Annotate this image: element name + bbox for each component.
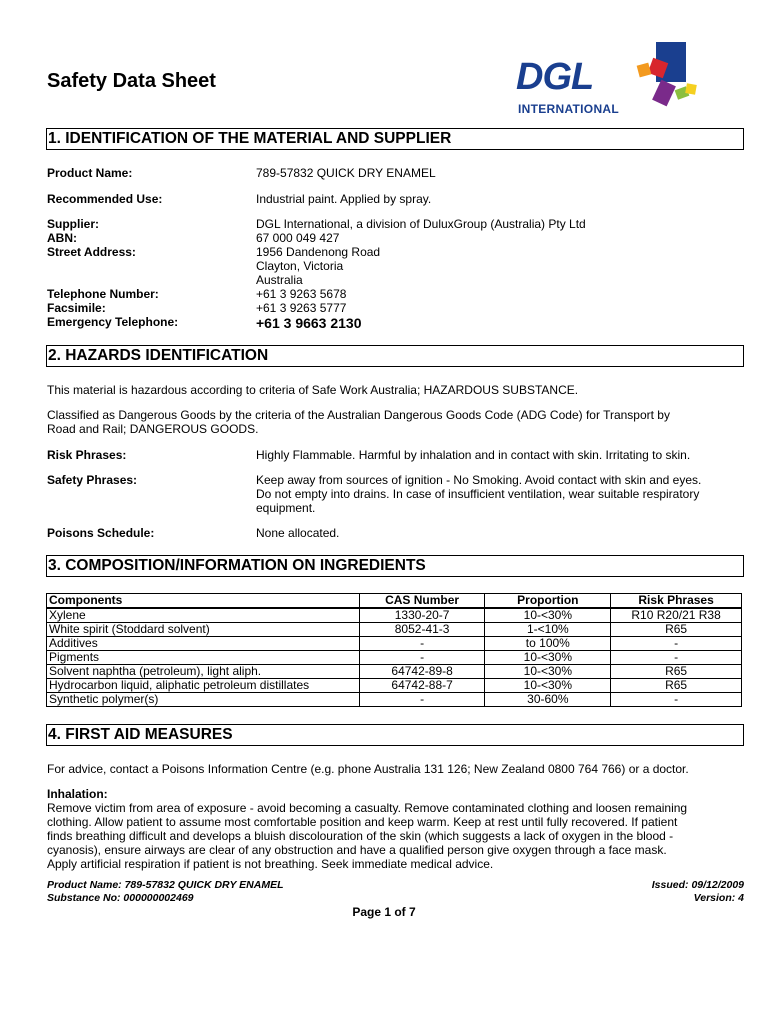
safety-phrases-line-2: Do not empty into drains. In case of insufficient ventilation, wear suitable respiratory — [256, 487, 700, 501]
proportion: 10-<30% — [485, 665, 611, 679]
footer-substance-number: Substance No: 000000002469 — [47, 892, 194, 904]
proportion: 30-60% — [485, 693, 611, 707]
column-header-risk-phrases: Risk Phrases — [611, 594, 742, 609]
column-header-proportion: Proportion — [485, 594, 611, 609]
poisons-schedule-value: None allocated. — [256, 526, 340, 540]
street-address-line-1: 1956 Dandenong Road — [256, 245, 381, 259]
risk-phrases: - — [611, 651, 742, 665]
telephone-value: +61 3 9263 5678 — [256, 287, 347, 301]
product-name-value: 789-57832 QUICK DRY ENAMEL — [256, 166, 436, 180]
column-header-components: Components — [47, 594, 360, 609]
risk-phrases: - — [611, 637, 742, 651]
safety-phrases-line-1: Keep away from sources of ignition - No Smoking. Avoid contact with skin and eyes. — [256, 473, 702, 487]
safety-phrases-line-3: equipment. — [256, 501, 316, 515]
component-name: Synthetic polymer(s) — [47, 693, 360, 707]
cas-number: 8052-41-3 — [359, 623, 485, 637]
table-row — [47, 693, 742, 707]
recommended-use-label: Recommended Use: — [47, 192, 163, 206]
street-address-label: Street Address: — [47, 245, 136, 259]
cas-number: - — [359, 693, 485, 707]
logo-mark-icon — [616, 42, 706, 112]
risk-phrases: R65 — [611, 665, 742, 679]
cas-number: 1330-20-7 — [359, 608, 485, 623]
proportion: 10-<30% — [485, 651, 611, 665]
section-4-heading: 4. FIRST AID MEASURES — [46, 724, 744, 746]
table-row — [47, 637, 742, 651]
emergency-telephone-label: Emergency Telephone: — [47, 315, 179, 329]
inhalation-line-2: clothing. Allow patient to assume most comfortable position and keep warm. Keep at rest until fully recovered. If patient — [47, 815, 678, 829]
cas-number: - — [359, 637, 485, 651]
logo-subtitle: INTERNATIONAL — [518, 102, 620, 116]
safety-phrases-label: Safety Phrases: — [47, 473, 138, 487]
table-row — [47, 679, 742, 693]
hazard-statement: This material is hazardous according to criteria of Safe Work Australia; HAZARDOUS SUBSTANCE. — [47, 383, 579, 397]
inhalation-label: Inhalation: — [47, 787, 108, 801]
column-header-cas-number: CAS Number — [359, 594, 485, 609]
risk-phrases: - — [611, 693, 742, 707]
proportion: 10-<30% — [485, 679, 611, 693]
risk-phrases-label: Risk Phrases: — [47, 448, 127, 462]
dangerous-goods-line-1: Classified as Dangerous Goods by the criteria of the Australian Dangerous Goods Code (ADG Code) for Transport by — [47, 408, 670, 422]
ingredients-table — [46, 593, 742, 707]
street-address-line-3: Australia — [256, 273, 303, 287]
supplier-label: Supplier: — [47, 217, 100, 231]
cas-number: 64742-89-8 — [359, 665, 485, 679]
risk-phrases-value: Highly Flammable. Harmful by inhalation and in contact with skin. Irritating to skin. — [256, 448, 691, 462]
inhalation-line-5: Apply artificial respiration if patient is not breathing. Seek immediate medical advice. — [47, 857, 494, 871]
component-name: White spirit (Stoddard solvent) — [47, 623, 360, 637]
product-name-label: Product Name: — [47, 166, 133, 180]
supplier-value: DGL International, a division of DuluxGroup (Australia) Pty Ltd — [256, 217, 586, 231]
cas-number: 64742-88-7 — [359, 679, 485, 693]
footer-issued-date: Issued: 09/12/2009 — [651, 879, 744, 891]
poisons-schedule-label: Poisons Schedule: — [47, 526, 155, 540]
inhalation-line-1: Remove victim from area of exposure - avoid becoming a casualty. Remove contaminated clothing and loosen remaining — [47, 801, 688, 815]
page-number: Page 1 of 7 — [352, 905, 416, 919]
footer-version: Version: 4 — [693, 892, 744, 904]
facsimile-value: +61 3 9263 5777 — [256, 301, 347, 315]
street-address-line-2: Clayton, Victoria — [256, 259, 344, 273]
poisons-advice: For advice, contact a Poisons Information Centre (e.g. phone Australia 131 126; New Zealand 0800 764 766) or a doctor. — [47, 762, 689, 776]
telephone-label: Telephone Number: — [47, 287, 159, 301]
inhalation-line-4: cyanosis), ensure airways are clear of any obstruction and have a qualified person give oxygen through a face mask. — [47, 843, 667, 857]
emergency-telephone-value: +61 3 9663 2130 — [256, 315, 362, 331]
document-title: Safety Data Sheet — [47, 70, 216, 92]
table-row — [47, 608, 742, 623]
section-3-heading: 3. COMPOSITION/INFORMATION ON INGREDIENTS — [46, 555, 744, 577]
logo-wordmark: DGL — [516, 56, 594, 98]
risk-phrases: R65 — [611, 679, 742, 693]
facsimile-label: Facsimile: — [47, 301, 106, 315]
section-2-heading: 2. HAZARDS IDENTIFICATION — [46, 345, 744, 367]
risk-phrases: R65 — [611, 623, 742, 637]
table-header-row — [47, 594, 742, 609]
component-name: Solvent naphtha (petroleum), light aliph. — [47, 665, 360, 679]
component-name: Additives — [47, 637, 360, 651]
table-row — [47, 651, 742, 665]
component-name: Pigments — [47, 651, 360, 665]
dangerous-goods-line-2: Road and Rail; DANGEROUS GOODS. — [47, 422, 259, 436]
table-row — [47, 623, 742, 637]
table-row — [47, 665, 742, 679]
section-1-heading: 1. IDENTIFICATION OF THE MATERIAL AND SUPPLIER — [46, 128, 744, 150]
cas-number: - — [359, 651, 485, 665]
abn-label: ABN: — [47, 231, 77, 245]
inhalation-line-3: finds breathing difficult and develops a bluish discolouration of the skin (which suggests a lack of oxygen in the blood - — [47, 829, 674, 843]
abn-value: 67 000 049 427 — [256, 231, 340, 245]
footer-product-name: Product Name: 789-57832 QUICK DRY ENAMEL — [47, 879, 284, 891]
proportion: 1-<10% — [485, 623, 611, 637]
component-name: Xylene — [47, 608, 360, 623]
risk-phrases: R10 R20/21 R38 — [611, 608, 742, 623]
company-logo — [516, 42, 706, 118]
recommended-use-value: Industrial paint. Applied by spray. — [256, 192, 432, 206]
component-name: Hydrocarbon liquid, aliphatic petroleum distillates — [47, 679, 360, 693]
proportion: to 100% — [485, 637, 611, 651]
proportion: 10-<30% — [485, 608, 611, 623]
